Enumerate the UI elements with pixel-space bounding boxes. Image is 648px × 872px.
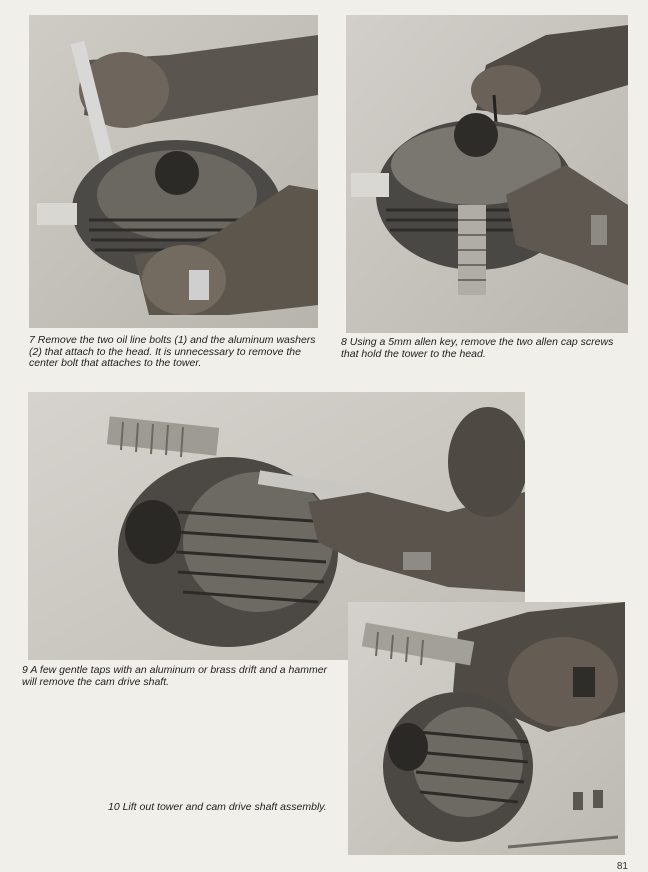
page-number: 81 (616, 861, 628, 872)
caption-7: 7 Remove the two oil line bolts (1) and the aluminum washers (2) that attach to the head. It is unnecessary to remove the center bolt that attaches to the tower. (29, 334, 316, 369)
photo-8-image (346, 15, 628, 333)
caption-9: 9 A few gentle taps with an aluminum or brass drift and a hammer will remove the cam drive shaft. (22, 664, 328, 688)
photo-8 (346, 15, 628, 333)
caption-10: 10 Lift out tower and cam drive shaft assembly. (108, 801, 327, 813)
photo-10-image (348, 602, 625, 855)
photo-7 (29, 15, 318, 328)
caption-8: 8 Using a 5mm allen key, remove the two allen cap screws that hold the tower to the head. (341, 336, 614, 360)
photo-7-image (29, 15, 318, 328)
photo-10 (348, 602, 625, 855)
